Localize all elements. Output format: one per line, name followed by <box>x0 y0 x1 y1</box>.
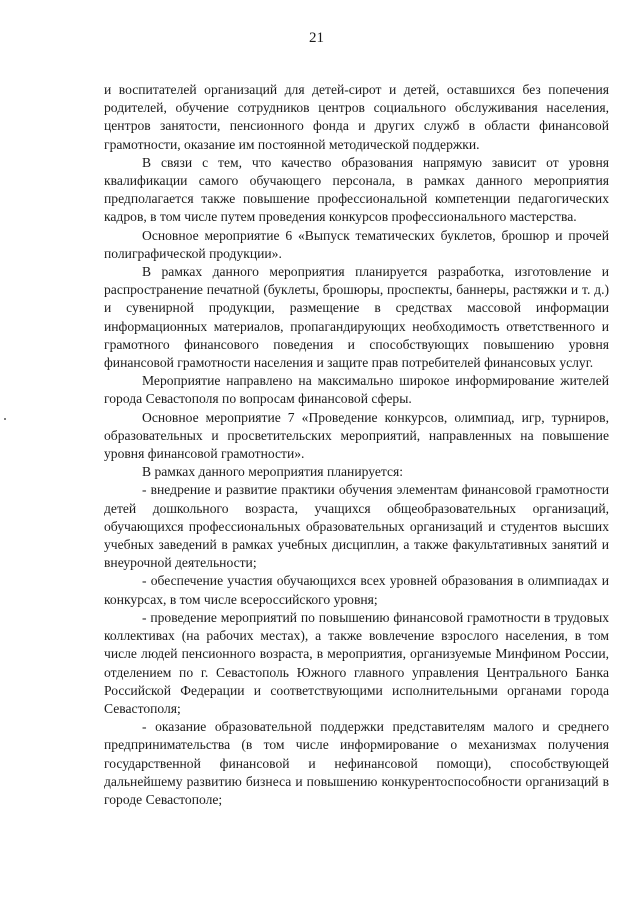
list-item: - оказание образовательной поддержки представителям малого и среднего предпринимательства (в том числе информирование о механизмах получения государственной финансовой и нефинансовой помощи), способствующей дальнейшему развитию бизнеса и повышению конкурентоспособности организаций в городе Севастополе; <box>104 719 609 807</box>
paragraph-staff-qualification: В связи с тем, что качество образования напрямую зависит от уровня квалификации самого обучающего персонала, в рамках данного мероприятия предполагается также повышение профессиональной компетенции педагогических кадров, в том числе путем проведения конкурсов профессионального мастерства. <box>104 154 609 225</box>
paragraph-activity-6-description: В рамках данного мероприятия планируется разработка, изготовление и распространение печатной (буклеты, брошюры, проспекты, баннеры, растяжки и т. д.) и сувенирной продукции, размещение в средствах массовой информации информационных материалов, пропагандирующих необходимость ответственного и грамотного финансового поведения и способствующих повышению уровня финансовой грамотности населения и защите прав потребителей финансовых услуг. <box>104 264 609 371</box>
paragraph-continuation: и воспитателей организаций для детей-сирот и детей, оставшихся без попечения родителей, обучение сотрудников центров социального обслуживания населения, центров занятости, пенсионного фонда и других служб в области финансовой грамотности, оказание им постоянной методической поддержки. <box>104 82 609 152</box>
list-item: - обеспечение участия обучающихся всех уровней образования в олимпиадах и конкурсах, в том числе всероссийского уровня; <box>104 573 609 607</box>
paragraph-activity-6-title: Основное мероприятие 6 «Выпуск тематических буклетов, брошюр и прочей полиграфической продукции». <box>104 227 609 261</box>
scan-speck <box>4 418 6 420</box>
list-item: - внедрение и развитие практики обучения элементам финансовой грамотности детей дошкольного возраста, учащихся общеобразовательных организаций, обучающихся профессиональных образовательных организаций и студентов высших учебных заведений в рамках учебных дисциплин, а также факультативных занятий и внеурочной деятельности; <box>104 482 609 571</box>
document-body <box>104 81 609 809</box>
page-number: 21 <box>309 30 324 46</box>
paragraph-activity-6-goal: Мероприятие направлено на максимально широкое информирование жителей города Севастополя по вопросам финансовой сферы. <box>104 373 609 407</box>
paragraph-activity-7-title: Основное мероприятие 7 «Проведение конкурсов, олимпиад, игр, турниров, образовательных и просветительских мероприятий, направленных на повышение уровня финансовой грамотности». <box>104 409 609 462</box>
paragraph-activity-7-intro: В рамках данного мероприятия планируется: <box>142 464 404 480</box>
list-item: - проведение мероприятий по повышению финансовой грамотности в трудовых коллективах (на рабочих местах), а также вовлечение взрослого населения, в том числе людей пенсионного возраста, в мероприятия, организуемые Минфином России, отделением по г. Севастополь Южного главного управления Центрального Банка Российской Федерации и соответствующими исполнительными органами города Севастополя; <box>104 609 609 716</box>
